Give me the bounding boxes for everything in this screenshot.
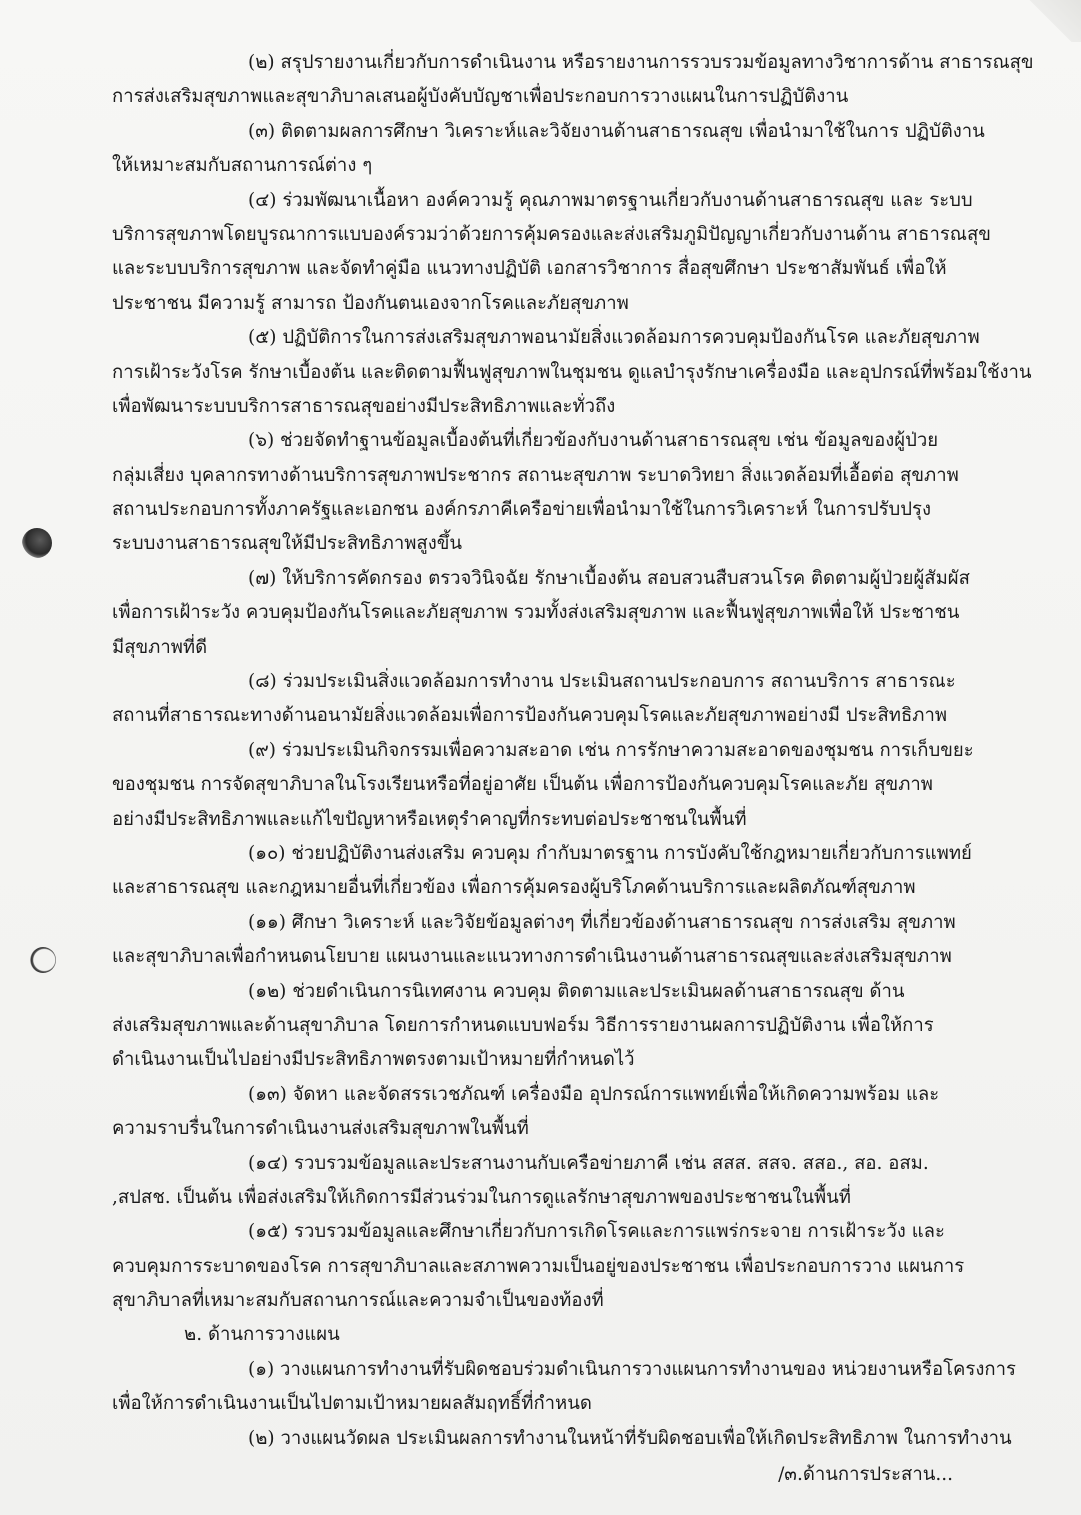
paragraph-line: (๑๑) ศึกษา วิเคราะห์ และวิจัยข้อมูลต่างๆ ที่เกี่ยวข้องด้านสาธารณสุข การส่งเสริม สุขภาพ — [248, 911, 956, 933]
paragraph-line: ของชุมชน การจัดสุขาภิบาลในโรงเรียนหรือที่อยู่อาศัย เป็นต้น เพื่อการป้องกันควบคุมโรคและภัย สุขภาพ — [112, 774, 933, 796]
paragraph-line: (๑๕) รวบรวมข้อมูลและศึกษาเกี่ยวกับการเกิดโรคและการแพร่กระจาย การเฝ้าระวัง และ — [248, 1221, 945, 1243]
punch-hole-icon — [22, 528, 52, 558]
paragraph-line: บริการสุขภาพโดยบูรณาการแบบองค์รวมว่าด้วยการคุ้มครองและส่งเสริมภูมิปัญญาเกี่ยวกับงานด้าน สาธารณสุข — [112, 223, 991, 245]
page-continuation-note: /๓.ด้านการประสาน... — [778, 1464, 953, 1485]
paragraph-line: (๑) วางแผนการทำงานที่รับผิดชอบร่วมดำเนินการวางแผนการทำงานของ หน่วยงานหรือโครงการ — [248, 1358, 1016, 1380]
paragraph-line: (๒) สรุปรายงานเกี่ยวกับการดำเนินงาน หรือรายงานการรวบรวมข้อมูลทางวิชาการด้าน สาธารณสุข — [248, 52, 1034, 73]
paragraph-line: สถานที่สาธารณะทางด้านอนามัยสิ่งแวดล้อมเพื่อการป้องกันควบคุมโรคและภัยสุขภาพอย่างมี ประสิทธิภาพ — [112, 705, 948, 727]
paragraph-line: กลุ่มเสี่ยง บุคลากรทางด้านบริการสุขภาพประชากร สถานะสุขภาพ ระบาดวิทยา สิ่งแวดล้อมที่เอื้อต่อ สุขภาพ — [112, 464, 959, 486]
punch-hole-icon — [30, 947, 56, 973]
paragraph-line: (๓) ติดตามผลการศึกษา วิเคราะห์และวิจัยงานด้านสาธารณสุข เพื่อนำมาใช้ในการ ปฏิบัติงาน — [248, 120, 985, 142]
paragraph-line: และสุขาภิบาลเพื่อกำหนดนโยบาย แผนงานและแนวทางการดำเนินงานด้านสาธารณสุขและส่งเสริมสุขภาพ — [112, 946, 952, 968]
page-corner-fold — [1021, 0, 1081, 42]
paragraph-line: (๑๒) ช่วยดำเนินการนิเทศงาน ควบคุม ติดตามและประเมินผลด้านสาธารณสุข ด้าน — [248, 980, 905, 1002]
paragraph-line: และสาธารณสุข และกฎหมายอื่นที่เกี่ยวข้อง เพื่อการคุ้มครองผู้บริโภคด้านบริการและผลิตภัณฑ์สุขภาพ — [112, 877, 916, 899]
paragraph-line: (๖) ช่วยจัดทำฐานข้อมูลเบื้องต้นที่เกี่ยวข้องกับงานด้านสาธารณสุข เช่น ข้อมูลของผู้ป่วย — [248, 430, 939, 452]
paragraph-line: ควบคุมการระบาดของโรค การสุขาภิบาลและสภาพความเป็นอยู่ของประชาชน เพื่อประกอบการวาง แผนการ — [112, 1255, 965, 1277]
paragraph-line: (๒) วางแผนวัดผล ประเมินผลการทำงานในหน้าที่รับผิดชอบเพื่อให้เกิดประสิทธิภาพ ในการทำงาน — [248, 1427, 1012, 1449]
section-heading: ๒. ด้านการวางแผน — [184, 1324, 340, 1346]
paragraph-line: (๙) ร่วมประเมินกิจกรรมเพื่อความสะอาด เช่น การรักษาความสะอาดของชุมชน การเก็บขยะ — [248, 739, 974, 761]
paragraph-line: ส่งเสริมสุขภาพและด้านสุขาภิบาล โดยการกำหนดแบบฟอร์ม วิธีการรายงานผลการปฏิบัติงาน เพื่อให้การ — [112, 1014, 934, 1036]
paragraph-line: ความราบรื่นในการดำเนินงานส่งเสริมสุขภาพในพื้นที่ — [112, 1118, 529, 1140]
paragraph-line: ให้เหมาะสมกับสถานการณ์ต่าง ๆ — [112, 155, 373, 177]
paragraph-line: เพื่อพัฒนาระบบบริการสาธารณสุขอย่างมีประสิทธิภาพและทั่วถึง — [112, 395, 616, 417]
paragraph-line: ดำเนินงานเป็นไปอย่างมีประสิทธิภาพตรงตามเป้าหมายที่กำหนดไว้ — [112, 1049, 635, 1071]
paragraph-line: (๘) ร่วมประเมินสิ่งแวดล้อมการทำงาน ประเมินสถานประกอบการ สถานบริการ สาธารณะ — [248, 671, 956, 693]
paragraph-line: (๑๐) ช่วยปฏิบัติงานส่งเสริม ควบคุม กำกับมาตรฐาน การบังคับใช้กฎหมายเกี่ยวกับการแพทย์ — [248, 842, 972, 864]
paragraph-line: การเฝ้าระวังโรค รักษาเบื้องต้น และติดตามฟื้นฟูสุขภาพในชุมชน ดูแลบำรุงรักษาเครื่องมือ และอุปกรณ์ที่พร้อมใช้งาน — [112, 361, 1032, 383]
paragraph-line: (๑๓) จัดหา และจัดสรรเวชภัณฑ์ เครื่องมือ อุปกรณ์การแพทย์เพื่อให้เกิดความพร้อม และ — [248, 1083, 940, 1105]
paragraph-line: สถานประกอบการทั้งภาครัฐและเอกชน องค์กรภาคีเครือข่ายเพื่อนำมาใช้ในการวิเคราะห์ ในการปรับปรุง — [112, 499, 932, 521]
paragraph-line: เพื่อการเฝ้าระวัง ควบคุมป้องกันโรคและภัยสุขภาพ รวมทั้งส่งเสริมสุขภาพ และฟื้นฟูสุขภาพเพื่อให้ ประชาชน — [112, 602, 960, 624]
paragraph-line: อย่างมีประสิทธิภาพและแก้ไขปัญหาหรือเหตุรำคาญที่กระทบต่อประชาชนในพื้นที่ — [112, 808, 747, 830]
paragraph-line: ประชาชน มีความรู้ สามารถ ป้องกันตนเองจากโรคและภัยสุขภาพ — [112, 292, 629, 314]
paragraph-line: และระบบบริการสุขภาพ และจัดทำคู่มือ แนวทางปฏิบัติ เอกสารวิชาการ สื่อสุขศึกษา ประชาสัมพันธ์ เพื่อให้ — [112, 258, 947, 280]
paragraph-line: (๕) ปฏิบัติการในการส่งเสริมสุขภาพอนามัยสิ่งแวดล้อมการควบคุมป้องกันโรค และภัยสุขภาพ — [248, 327, 980, 349]
paragraph-line: ระบบงานสาธารณสุขให้มีประสิทธิภาพสูงขึ้น — [112, 533, 463, 555]
paragraph-line: ,สปสช. เป็นต้น เพื่อส่งเสริมให้เกิดการมีส่วนร่วมในการดูแลรักษาสุขภาพของประชาชนในพื้นที่ — [112, 1186, 851, 1208]
paragraph-line: สุขาภิบาลที่เหมาะสมกับสถานการณ์และความจำเป็นของท้องที่ — [112, 1290, 604, 1312]
document-body — [112, 46, 1034, 1456]
paragraph-line: (๑๔) รวบรวมข้อมูลและประสานงานกับเครือข่ายภาคี เช่น สสส. สสจ. สสอ., สอ. อสม. — [248, 1152, 929, 1174]
paragraph-line: การส่งเสริมสุขภาพและสุขาภิบาลเสนอผู้บังคับบัญชาเพื่อประกอบการวางแผนในการปฏิบัติงาน — [112, 86, 849, 108]
paragraph-line: เพื่อให้การดำเนินงานเป็นไปตามเป้าหมายผลสัมฤทธิ์ที่กำหนด — [112, 1393, 592, 1415]
paragraph-line: (๗) ให้บริการคัดกรอง ตรวจวินิจฉัย รักษาเบื้องต้น สอบสวนสืบสวนโรค ติดตามผู้ป่วยผู้สัมผัส — [248, 567, 970, 589]
paragraph-line: มีสุขภาพที่ดี — [112, 636, 208, 658]
paragraph-line: (๔) ร่วมพัฒนาเนื้อหา องค์ความรู้ คุณภาพมาตรฐานเกี่ยวกับงานด้านสาธารณสุข และ ระบบ — [248, 189, 973, 211]
